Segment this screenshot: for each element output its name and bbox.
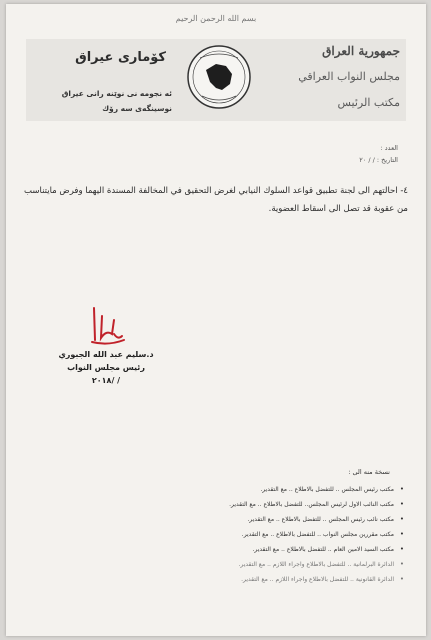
signatory-name: د.سليم عبد الله الجبوري xyxy=(58,350,154,359)
cc-recipient: • مكتب مقررين مجلس النواب .. للتفضل بالاطلاع .. مع التقدير. xyxy=(44,527,404,542)
reference-date: التاريخ : / / ٢٠ xyxy=(359,156,398,164)
cc-recipient: • مكتب النائب الاول لرئيس المجلس.. للتفضل بالاطلاع .. مع التقدير. xyxy=(44,497,404,512)
basmala: بسم الله الرحمن الرحيم xyxy=(175,14,257,23)
signatory-block xyxy=(50,348,162,387)
cc-recipient: • الدائرة القانونية .. للتفضل بالاطلاع واجراء اللازم .. مع التقدير. xyxy=(44,572,404,587)
cc-recipient: • مكتب السيد الامين العام .. للتفضل بالاطلاع .. مع التقدير. xyxy=(44,542,404,557)
handwritten-signature xyxy=(88,300,128,350)
cc-recipient: • مكتب رئيس المجلس .. للتفضل بالاطلاع .. مع التقدير. xyxy=(44,482,404,497)
letter-body-paragraph: ٤- احالتهم الى لجنة تطبيق قواعد السلوك النيابي لغرض التحقيق في المخالفة المسندة اليهما وفرض مايتناسب من عقوبة قد تصل الى اسقاط العضوية. xyxy=(24,186,408,214)
cc-recipient-list xyxy=(44,482,404,587)
kurdish-office-line: نوسينگه‌ى سه رۆك xyxy=(102,104,172,113)
cc-recipient: • مكتب نائب رئيس المجلس .. للتفضل بالاطلاع .. مع التقدير. xyxy=(44,512,404,527)
kurdish-council-line: ئه نجومه نى نوێنه رانى عيراق xyxy=(61,89,172,98)
reference-number: العدد : xyxy=(380,144,398,152)
arabic-republic-title: جمهورية العراق xyxy=(322,44,400,58)
parliament-emblem-icon xyxy=(186,44,252,110)
signatory-date: / /٢٠١٨ xyxy=(91,376,121,385)
kurdish-title: كۆمارى عيراق xyxy=(75,50,166,65)
cc-heading: نسخة منه الى : xyxy=(348,468,390,476)
signatory-title: رئيس مجلس النواب xyxy=(67,363,145,372)
arabic-office-line: مكتب الرئيس xyxy=(337,96,400,109)
arabic-council-line: مجلس النواب العراقي xyxy=(298,70,400,83)
cc-recipient: • الدائرة البرلمانية .. للتفضل بالاطلاع واجراء اللازم .. مع التقدير. xyxy=(44,557,404,572)
letter-page xyxy=(6,4,426,636)
